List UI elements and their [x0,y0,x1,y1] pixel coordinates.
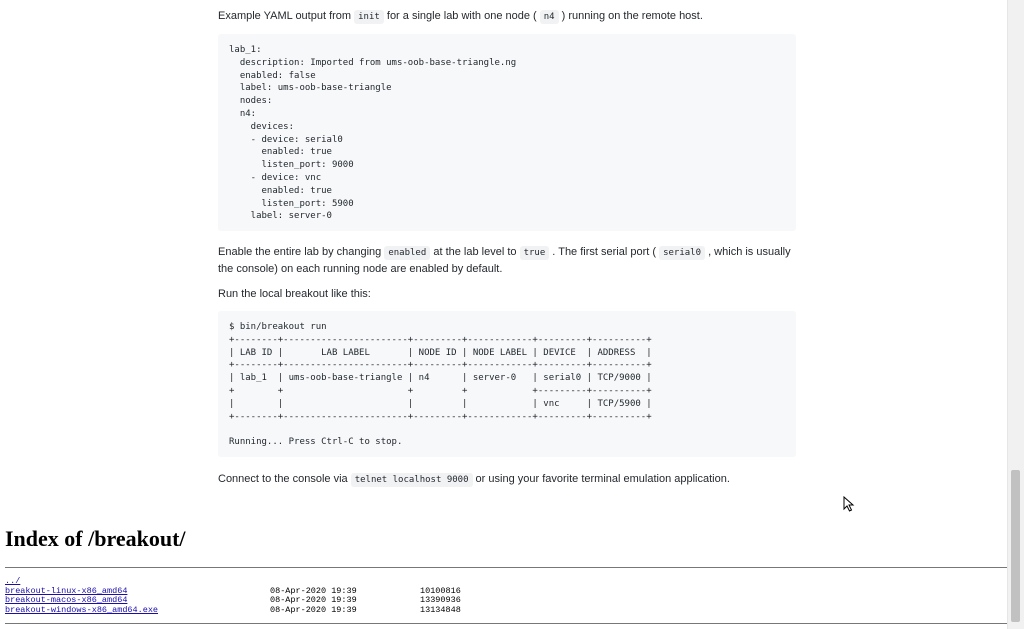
enable-paragraph [218,244,796,277]
table-line: | LAB ID | LAB LABEL | NODE ID | NODE LABEL | DEVICE | ADDRESS | [229,347,652,358]
yaml-code-block: lab_1: description: Imported from ums-oob-base-triangle.ng enabled: false label: ums-oob-base-triangle nodes: n4: devices: - device: serial0 enabled: true listen_port: 9000 - device: vnc enabled: true listen_port: 5900 label: server-0 [218,34,796,231]
file-date: 08-Apr-2020 19:39 [270,595,357,606]
text: or using your favorite terminal emulation application. [472,473,730,485]
divider-bottom [5,623,1007,624]
file-date: 08-Apr-2020 19:39 [270,585,357,596]
text: . The first serial port ( [549,246,660,258]
inline-code-true: true [520,246,550,260]
text: ) running on the remote host. [558,10,703,22]
file-link[interactable]: breakout-macos-x86_amd64 [5,595,128,606]
text: Connect to the console via [218,473,351,485]
file-date: 08-Apr-2020 19:39 [270,605,357,616]
table-line: +--------+-----------------------+---------+------------+---------+----------+ [229,360,652,371]
table-line: +--------+-----------------------+---------+------------+---------+----------+ [229,411,652,422]
file-link[interactable]: breakout-linux-x86_amd64 [5,585,128,596]
text: Example YAML output from [218,10,355,22]
blank-line [229,423,785,436]
yaml-intro-paragraph [218,8,796,25]
table-line: | | | | | vnc | TCP/5900 | [229,398,652,409]
text: at the lab level to [430,246,520,258]
text: , which is usually the console) on each running node are enabled by default. [218,246,791,275]
divider-top [5,567,1007,568]
parent-directory-link[interactable]: ../ [5,576,21,586]
inline-code-enabled: enabled [384,246,430,260]
file-link[interactable]: breakout-windows-x86_amd64.exe [5,605,159,616]
run-code-block [218,311,796,457]
table-line: +--------+-----------------------+---------+------------+---------+----------+ [229,334,652,345]
file-size: 10100816 [420,585,461,596]
index-title: Index of /breakout/ [5,526,186,551]
inline-code-n4: n4 [540,10,559,24]
run-footer: Running... Press Ctrl-C to stop. [229,437,403,448]
mouse-pointer-icon [843,496,855,512]
table-line: | lab_1 | ums-oob-base-triangle | n4 | server-0 | serial0 | TCP/9000 | [229,373,652,384]
list-item [5,605,461,616]
inline-code-init: init [354,10,384,24]
run-paragraph: Run the local breakout like this: [218,288,371,300]
scrollbar-thumb[interactable] [1011,470,1020,622]
inline-code-serial0: serial0 [659,246,705,260]
file-size: 13134848 [420,605,461,616]
vertical-scrollbar[interactable] [1007,0,1024,629]
file-size: 13390936 [420,595,461,606]
text: for a single lab with one node ( [383,10,540,22]
table-line: + + + + +---------+----------+ [229,385,652,396]
inline-code-telnet: telnet localhost 9000 [351,473,473,487]
text: Enable the entire lab by changing [218,246,385,258]
connect-paragraph [218,471,796,488]
run-command: $ bin/breakout run [229,322,327,332]
file-listing [5,576,461,616]
